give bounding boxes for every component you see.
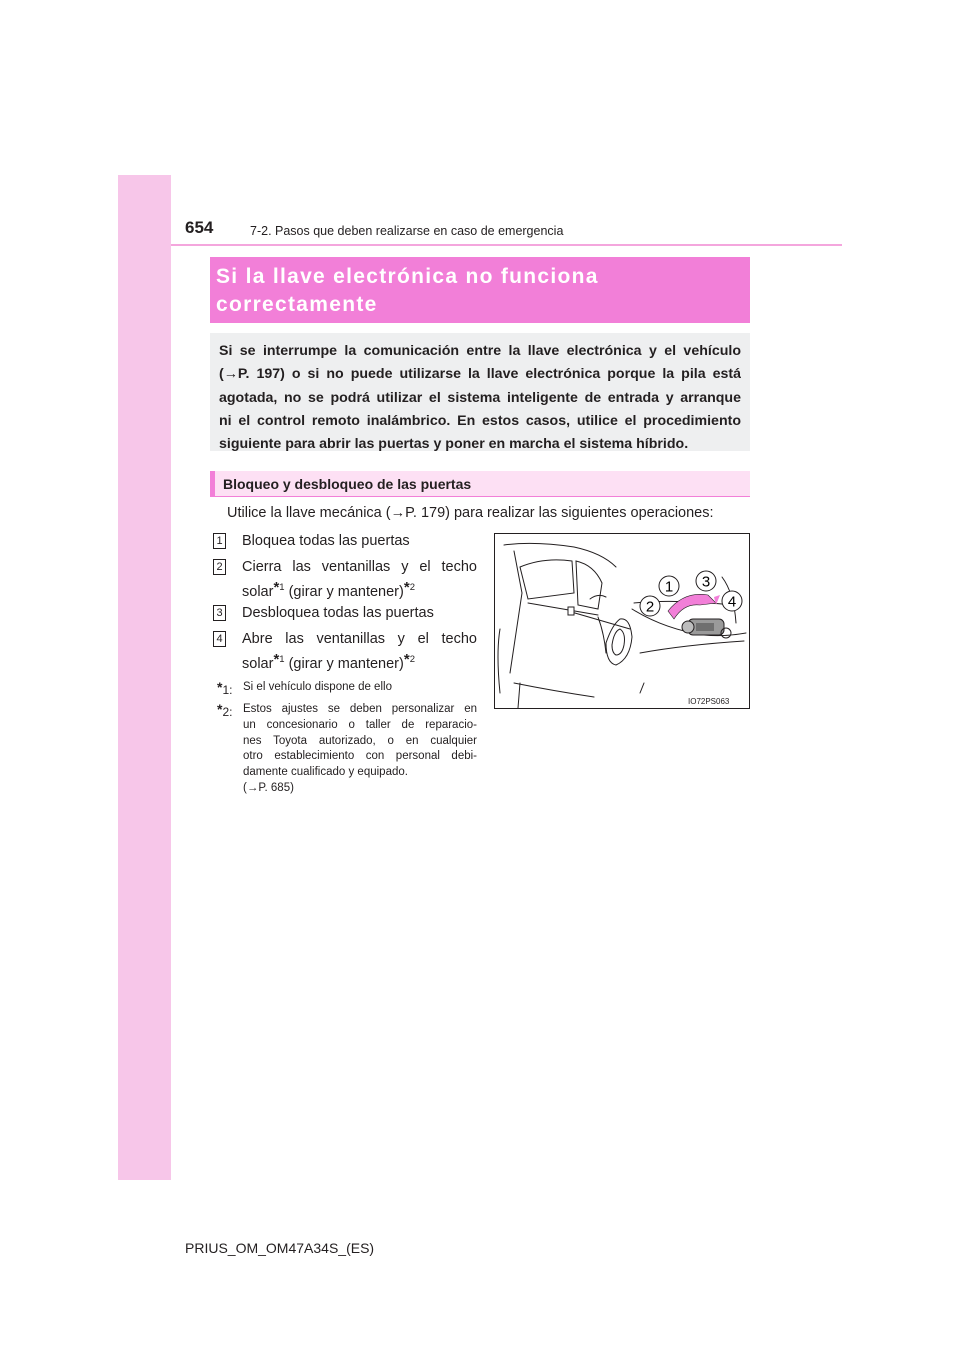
section-title: 7-2. Pasos que deben realizarse en caso de emergencia (250, 224, 564, 238)
step-number-2: 2 (213, 559, 226, 575)
subheading-bar (210, 471, 215, 497)
intro-line: siguiente para abrir las puertas y poner en marcha el sistema híbrido. (219, 436, 689, 453)
intro-box (210, 333, 750, 451)
lead-text: Utilice la llave mecánica (→P. 179) para realizar las siguientes operaciones: (227, 505, 714, 521)
svg-text:4: 4 (727, 593, 737, 611)
intro-line: (→P. 197) o si no puede utilizarse la llave electrónica porque la pila está (219, 366, 741, 383)
intro-line: agotada, no se podrá utilizar el sistema inteligente de entrada y arranque (219, 389, 741, 406)
svg-text:2: 2 (645, 598, 655, 616)
figure-label: IO72PS063 (688, 697, 730, 706)
step-number-1: 1 (213, 533, 226, 549)
intro-line: ni el control remoto inalámbrico. En estos casos, utilice el procedimiento (219, 412, 741, 429)
page-number: 654 (185, 218, 214, 237)
step-2-line-1: Cierra las ventanillas y el techo (242, 559, 477, 575)
svg-text:1: 1 (664, 578, 674, 596)
title-banner (210, 257, 750, 323)
subheading-text: Bloqueo y desbloqueo de las puertas (223, 476, 472, 492)
footer-code: PRIUS_OM_OM47A34S_(ES) (185, 1240, 375, 1256)
title-line-2: correctamente (216, 293, 378, 316)
step-3-text: Desbloquea todas las puertas (242, 605, 434, 621)
footnote-1-mark: *1: (217, 679, 233, 697)
step-4-line-2: solar*$^1$ (girar y mantener)*$^2$ (242, 651, 415, 672)
step-1-text: Bloquea todas las puertas (242, 533, 410, 549)
side-color-band (118, 175, 171, 1180)
svg-text:3: 3 (701, 573, 711, 591)
subheading (210, 471, 750, 497)
intro-line: Si se interrumpe la comunicación entre la llave electrónica y el vehículo (219, 343, 741, 359)
footnote-1: Si el vehículo dispone de ello (243, 681, 392, 693)
footnote-2-mark: *2: (217, 701, 233, 719)
title-line-1: Si la llave electrónica no funciona (216, 265, 599, 288)
step-number-3: 3 (213, 605, 226, 621)
step-2-line-2: solar*$^1$ (girar y mantener)*$^2$ (242, 579, 415, 600)
step-number-4: 4 (213, 631, 226, 647)
door-key-illustration (494, 533, 750, 709)
step-4-line-1: Abre las ventanillas y el techo (242, 631, 477, 647)
header-rule (171, 244, 842, 246)
footnote-2: Estos ajustes se deben personalizar en un concesionario o taller de reparacio- nes Toyota autorizado, o en cualquier otro establecimiento con personal debi- damente cualificado y equipado. (→P. 685) (243, 703, 477, 794)
